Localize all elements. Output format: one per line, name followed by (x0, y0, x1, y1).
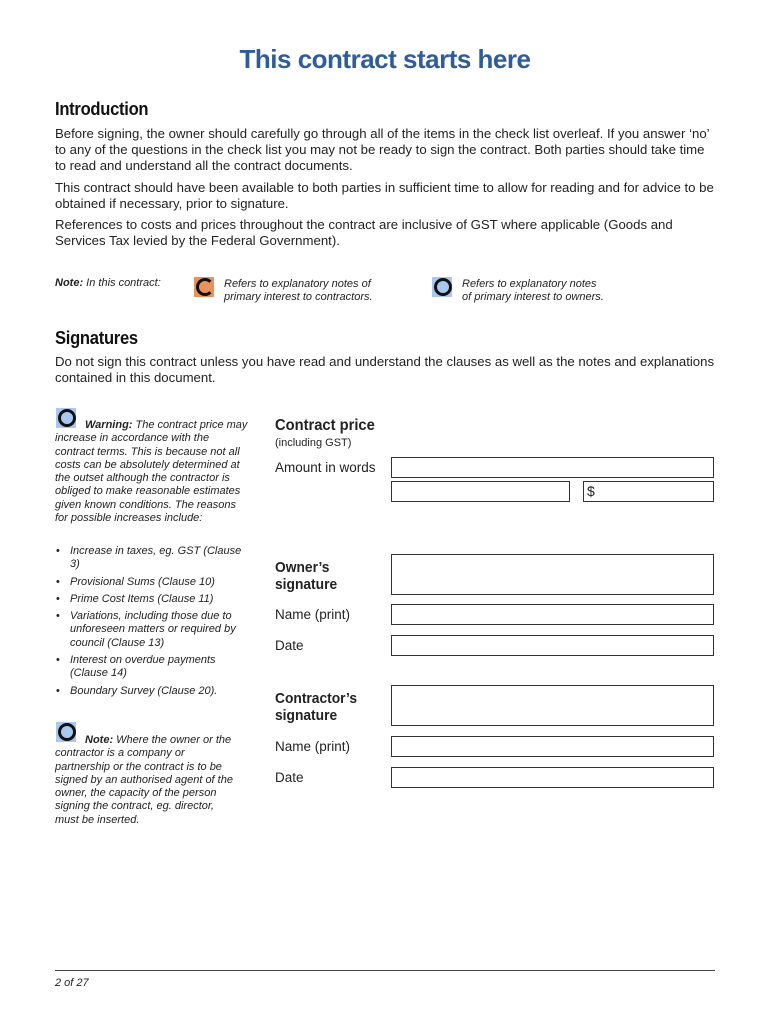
footer-divider (55, 970, 715, 971)
page-title: This contract starts here (239, 44, 531, 74)
intro-paragraph-2: This contract should have been available to both parties in sufficient time to allow for reading and for advice to be obtained if necessary, prior to signature. (55, 180, 714, 211)
list-item: • Boundary Survey (Clause 20). (70, 685, 250, 698)
warning-note: Warning: The contract price may increase in accordance with the contract terms. This is because not all costs can be absolutely determined at the outset although the contractor is obliged to make reasonable estimates given known conditions. The reasons for possible increases include: (55, 419, 248, 525)
contractor-date-field[interactable] (391, 767, 714, 788)
contractor-name-label: Name (print) (275, 739, 351, 754)
note-label: Note: In this contract: (55, 277, 161, 289)
increase-reasons-list (55, 543, 250, 702)
list-item: • Prime Cost Items (Clause 11) (70, 593, 250, 606)
signatures-heading: Signatures (55, 328, 138, 348)
amount-in-words-field[interactable] (391, 457, 714, 478)
intro-paragraph-3: References to costs and prices throughout the contract are inclusive of GST where applicable (Goods and Services Tax levied by the Federal Government). (55, 217, 673, 248)
owner-signature-heading: Owner’s signature (275, 559, 338, 593)
owner-signature-field[interactable] (391, 554, 714, 595)
contractor-name-field[interactable] (391, 736, 714, 757)
contract-price-heading: Contract price (275, 417, 375, 434)
contractor-signature-heading: Contractor’s signature (275, 690, 358, 724)
page-number: 2 of 27 (55, 977, 89, 989)
dollar-sign: $ (587, 483, 595, 499)
owner-note-text: Refers to explanatory notes of primary interest to owners. (462, 278, 604, 303)
contractor-note-icon (194, 277, 214, 297)
signatures-paragraph: Do not sign this contract unless you have read and understand the clauses as well as the notes and explanations contained in this document. (55, 354, 715, 385)
amount-in-words-label: Amount in words (275, 460, 376, 475)
owner-name-field[interactable] (391, 604, 714, 625)
including-gst-label: (including GST) (275, 437, 352, 449)
list-item: • Interest on overdue payments (Clause 14) (70, 654, 250, 681)
amount-in-words-field-2[interactable] (391, 481, 570, 502)
contractor-signature-field[interactable] (391, 685, 714, 726)
contractor-note-text: Refers to explanatory notes of primary interest to contractors. (224, 278, 373, 303)
intro-paragraph-1: Before signing, the owner should carefully go through all of the items in the check list overleaf. If you answer ‘no’ to any of the questions in the check list you may not be ready to sign the contract. Both parties should take time to read and understand all the contract documents. (55, 126, 710, 173)
introduction-heading: Introduction (55, 99, 149, 119)
list-item: • Variations, including those due to unforeseen matters or required by council (Clause 13) (70, 610, 250, 650)
owner-date-label: Date (275, 638, 304, 653)
list-item: • Provisional Sums (Clause 10) (70, 576, 250, 589)
owner-name-label: Name (print) (275, 607, 351, 622)
owner-note-icon (432, 277, 452, 297)
price-amount-field[interactable] (583, 481, 714, 502)
company-note: Note: Where the owner or the contractor is a company or partnership or the contract is to be signed by an authorised agent of the owner, the capacity of the person signing the contract, eg. director, must be inserted. (55, 734, 233, 826)
contractor-date-label: Date (275, 770, 304, 785)
owner-date-field[interactable] (391, 635, 714, 656)
list-item: • Increase in taxes, eg. GST (Clause 3) (70, 545, 250, 572)
